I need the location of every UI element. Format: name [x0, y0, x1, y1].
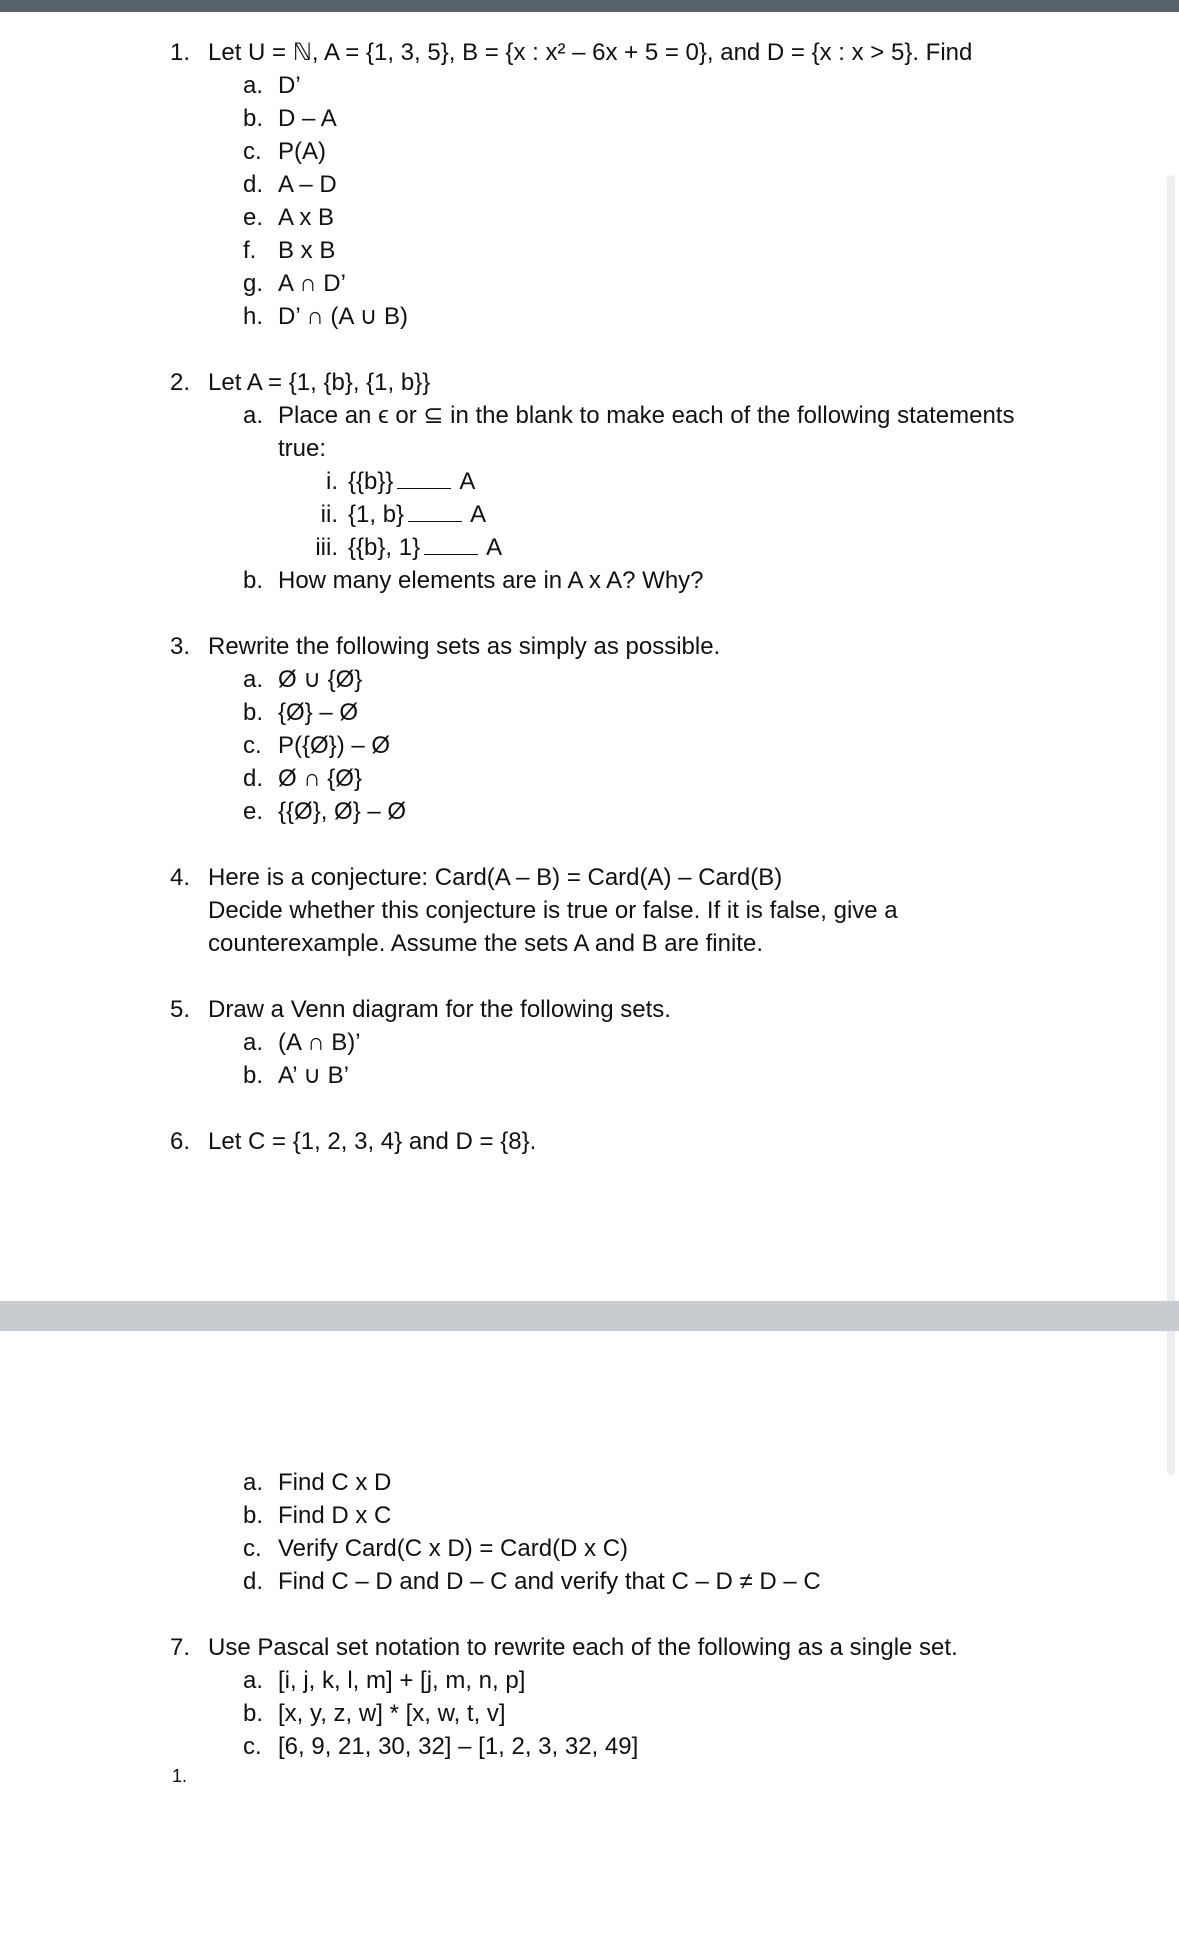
set-name: A — [486, 534, 503, 561]
item-label: b. — [243, 1700, 264, 1727]
scrollbar[interactable] — [1167, 175, 1175, 1475]
question-number: 1. — [170, 39, 191, 66]
roman-label: i. — [326, 468, 338, 495]
item-text: Place an ϵ or ⊆ in the blank to make each of the following statements — [278, 402, 1015, 429]
set-name: A — [470, 501, 487, 528]
item-text: A ∩ D’ — [278, 270, 346, 297]
set-expression: {1, b} — [348, 501, 405, 528]
item-text: A – D — [278, 171, 337, 198]
item-label: e. — [243, 798, 264, 825]
roman-label: iii. — [315, 534, 338, 561]
item-text: A’ ∪ B’ — [278, 1062, 349, 1089]
question-number: 3. — [170, 633, 191, 660]
question-text: Let C = {1, 2, 3, 4} and D = {8}. — [208, 1128, 537, 1155]
set-expression: {{b}, 1} — [348, 534, 421, 561]
item-label: a. — [243, 1667, 264, 1694]
item-text-continued: true: — [278, 435, 327, 462]
set-expression: {{b}} — [348, 468, 394, 495]
item-text: D – A — [278, 105, 337, 132]
item-text: B x B — [278, 237, 336, 264]
item-label: d. — [243, 171, 264, 198]
item-text: [i, j, k, l, m] + [j, m, n, p] — [278, 1667, 526, 1694]
item-label: c. — [243, 138, 262, 165]
item-label: f. — [243, 237, 257, 264]
item-text: Find D x C — [278, 1502, 392, 1529]
item-text: Ø ∪ {Ø} — [278, 666, 363, 693]
item-label: g. — [243, 270, 264, 297]
item-label: h. — [243, 303, 264, 330]
item-text: D’ — [278, 72, 301, 99]
item-label: a. — [243, 72, 264, 99]
page-break — [0, 1301, 1179, 1331]
item-text: How many elements are in A x A? Why? — [278, 567, 704, 594]
item-label: c. — [243, 1535, 262, 1562]
item-text: Find C x D — [278, 1469, 392, 1496]
answer-blank[interactable] — [408, 501, 462, 522]
footnote-marker: 1. — [172, 1766, 188, 1786]
item-text: P({Ø}) – Ø — [278, 732, 391, 759]
item-label: a. — [243, 666, 264, 693]
question-text: Let U = ℕ, A = {1, 3, 5}, B = {x : x² – 6x + 5 = 0}, and D = {x : x > 5}. Find — [208, 39, 973, 66]
item-text: Ø ∩ {Ø} — [278, 765, 362, 792]
item-label: a. — [243, 1029, 264, 1056]
item-label: e. — [243, 204, 264, 231]
item-label: b. — [243, 567, 264, 594]
question-number: 6. — [170, 1128, 191, 1155]
question-number: 5. — [170, 996, 191, 1023]
question-text: Use Pascal set notation to rewrite each of the following as a single set. — [208, 1634, 958, 1661]
item-label: d. — [243, 1568, 264, 1595]
item-text: {{Ø}, Ø} – Ø — [278, 798, 407, 825]
question-text-continued: counterexample. Assume the sets A and B are finite. — [208, 930, 763, 957]
question-text: Draw a Venn diagram for the following sets. — [208, 996, 671, 1023]
item-text: (A ∩ B)’ — [278, 1029, 361, 1056]
item-text: Verify Card(C x D) = Card(D x C) — [278, 1535, 629, 1562]
question-number: 4. — [170, 864, 191, 891]
question-number: 7. — [170, 1634, 191, 1661]
item-label: b. — [243, 105, 264, 132]
question-text-continued: Decide whether this conjecture is true or false. If it is false, give a — [208, 897, 898, 924]
item-label: c. — [243, 1733, 262, 1760]
roman-label: ii. — [320, 501, 338, 528]
item-text: [x, y, z, w] * [x, w, t, v] — [278, 1700, 506, 1727]
item-text: D’ ∩ (A ∪ B) — [278, 303, 408, 330]
item-label: d. — [243, 765, 264, 792]
question-text: Rewrite the following sets as simply as possible. — [208, 633, 721, 660]
item-label: a. — [243, 1469, 264, 1496]
item-label: b. — [243, 1502, 264, 1529]
question-text: Let A = {1, {b}, {1, b}} — [208, 369, 431, 396]
item-text: P(A) — [278, 138, 326, 165]
item-text: {Ø} – Ø — [278, 699, 359, 726]
top-bar — [0, 0, 1179, 12]
item-label: c. — [243, 732, 262, 759]
item-text: [6, 9, 21, 30, 32] – [1, 2, 3, 32, 49] — [278, 1733, 639, 1760]
answer-blank[interactable] — [397, 468, 451, 489]
item-label: a. — [243, 402, 264, 429]
set-name: A — [459, 468, 476, 495]
answer-blank[interactable] — [424, 534, 478, 555]
question-text: Here is a conjecture: Card(A – B) = Card(A) – Card(B) — [208, 864, 783, 891]
item-label: b. — [243, 699, 264, 726]
question-number: 2. — [170, 369, 191, 396]
item-text: Find C – D and D – C and verify that C – D ≠ D – C — [278, 1568, 821, 1595]
item-label: b. — [243, 1062, 264, 1089]
item-text: A x B — [278, 204, 335, 231]
